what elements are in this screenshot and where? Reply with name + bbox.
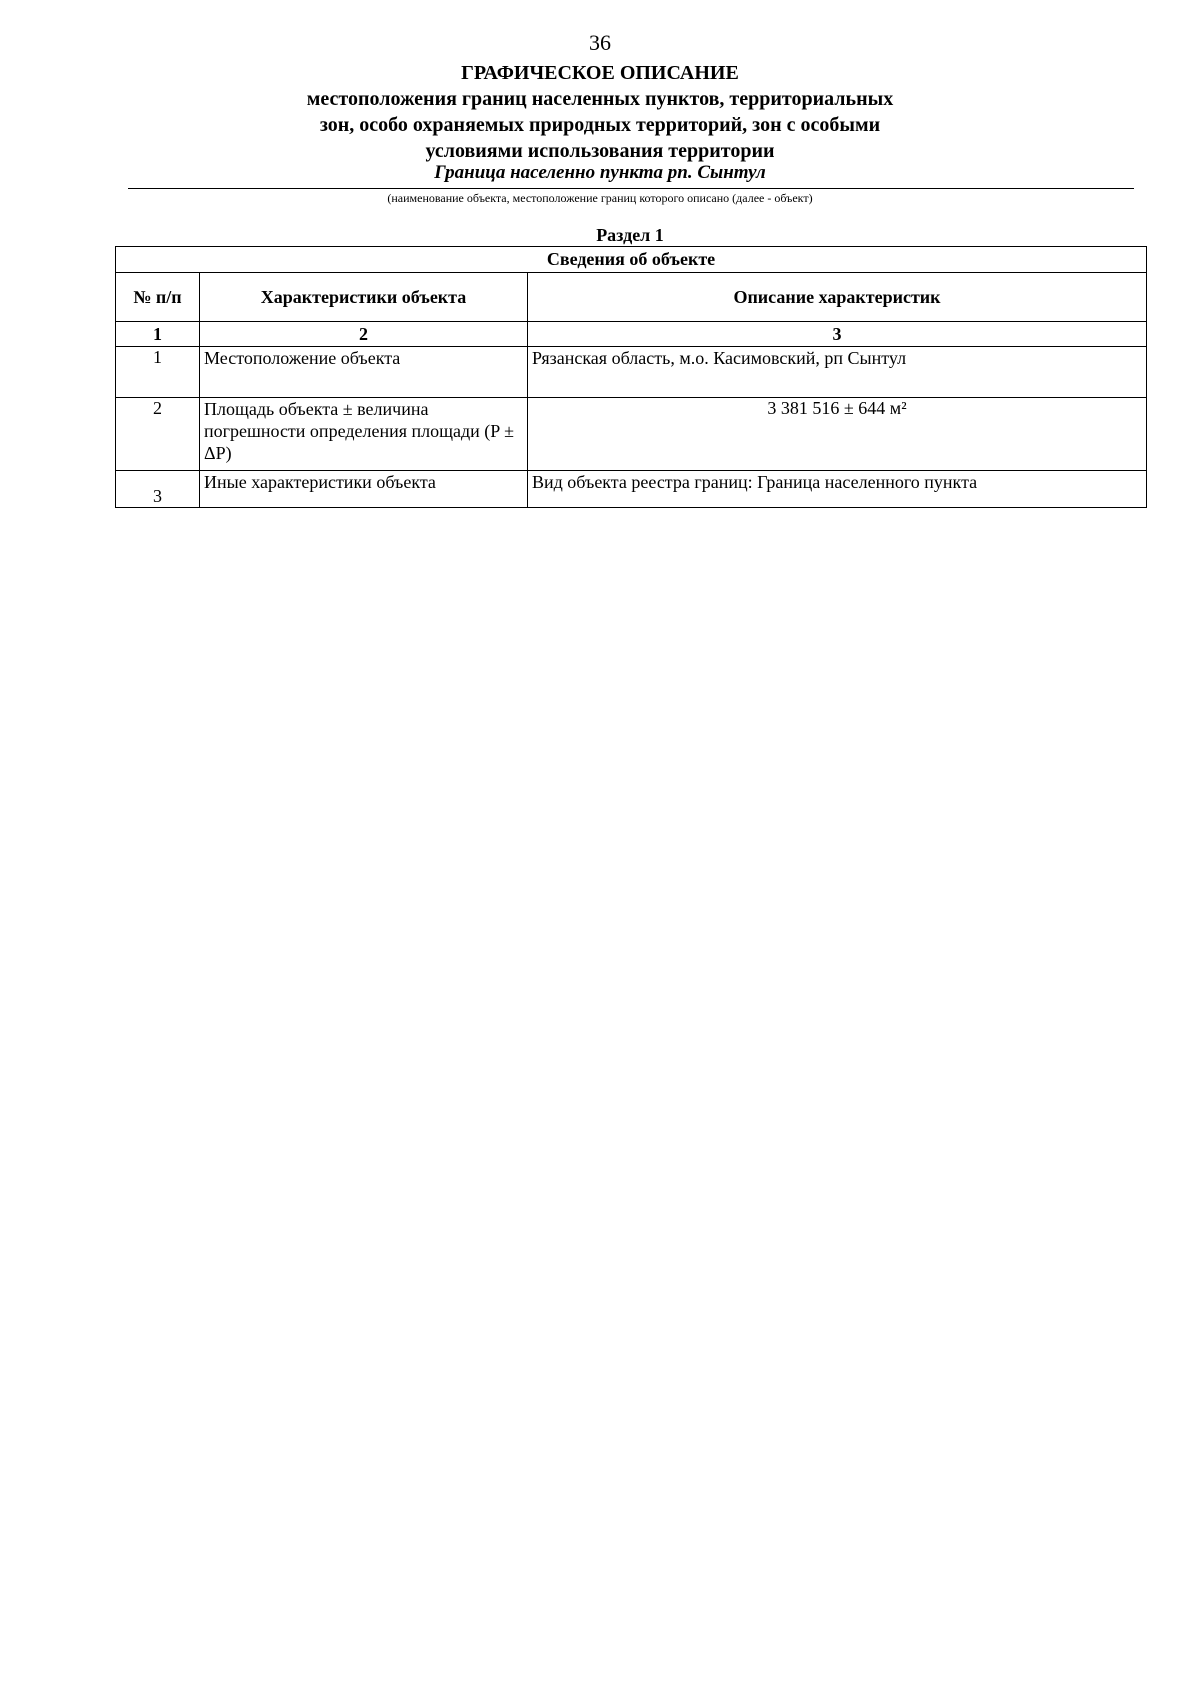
table-row <box>116 471 1147 508</box>
header-characteristic: Характеристики объекта <box>200 273 528 322</box>
table-column-numbers-row <box>116 322 1147 347</box>
header-num: № п/п <box>116 273 200 322</box>
table-row <box>116 347 1147 398</box>
section-title: Раздел 1 <box>596 225 664 245</box>
table-header-row <box>116 273 1147 322</box>
row-characteristic: Иные характеристики объекта <box>200 471 528 508</box>
row-description: Вид объекта реестра границ: Граница населенного пункта <box>528 471 1147 508</box>
row-number: 1 <box>116 347 200 398</box>
document-title <box>0 60 1200 164</box>
row-characteristic: Местоположение объекта <box>200 347 528 398</box>
object-info-table <box>115 246 1147 508</box>
column-number-1: 1 <box>116 322 200 347</box>
title-line-2: местоположения границ населенных пунктов, территориальных <box>306 88 894 110</box>
row-number: 2 <box>116 398 200 471</box>
title-line-3: зон, особо охраняемых природных территорий, зон с особыми <box>319 114 881 136</box>
row-description: Рязанская область, м.о. Касимовский, рп Сынтул <box>528 347 1147 398</box>
title-line-1: ГРАФИЧЕСКОЕ ОПИСАНИЕ <box>461 62 739 84</box>
table-caption: Сведения об объекте <box>116 247 1147 273</box>
object-name: Граница населенно пункта рп. Сынтул <box>434 162 766 183</box>
table-row <box>116 398 1147 471</box>
row-description: 3 381 516 ± 644 м² <box>528 398 1147 471</box>
header-description: Описание характеристик <box>528 273 1147 322</box>
object-caption: (наименование объекта, местоположение границ которого описано (далее - объект) <box>387 191 813 205</box>
page-number: 36 <box>589 30 611 55</box>
row-characteristic: Площадь объекта ± величина погрешности определения площади (P ± ΔP) <box>200 398 528 471</box>
object-name-underline <box>128 188 1134 189</box>
column-number-3: 3 <box>528 322 1147 347</box>
row-number: 3 <box>116 471 200 508</box>
title-line-4: условиями использования территории <box>425 140 775 162</box>
table-caption-row <box>116 247 1147 273</box>
column-number-2: 2 <box>200 322 528 347</box>
